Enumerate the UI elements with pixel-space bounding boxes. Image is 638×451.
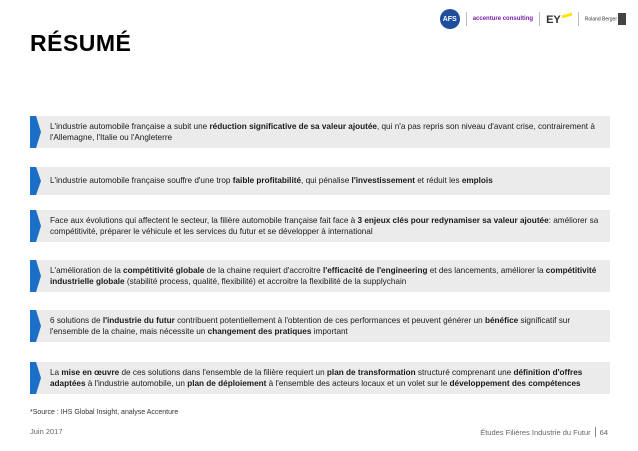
- footer: [480, 427, 608, 437]
- chevron-right-icon: [30, 167, 41, 195]
- emphasis-text: développement des compétences: [449, 379, 581, 388]
- emphasis-text: mise en œuvre: [61, 367, 120, 377]
- chevron-right-icon: [30, 116, 41, 148]
- summary-card: [30, 210, 610, 242]
- body-text: de ces solutions dans l'ensemble de la filière requiert un: [119, 367, 327, 377]
- summary-card: [30, 167, 610, 195]
- summary-card: [30, 362, 610, 394]
- summary-card: [30, 310, 610, 342]
- body-text: contribuent potentiellement à l'obtention de ces performances et peuvent générer un: [174, 315, 485, 325]
- chevron-right-icon: [30, 210, 41, 242]
- ey-logo-text: EY: [546, 13, 561, 26]
- body-text: et des lancements, améliorer la: [427, 265, 546, 275]
- body-text: La: [50, 367, 62, 377]
- summary-card: [30, 260, 610, 292]
- emphasis-text: l'industrie du futur: [102, 315, 175, 325]
- emphasis-text: réduction significative de sa valeur ajoutée: [209, 121, 377, 131]
- emphasis-text: définition d'offres adaptées: [50, 367, 583, 388]
- emphasis-text: l'efficacité de l'engineering: [323, 265, 428, 275]
- footer-doc-title: Études Filières Industrie du Futur: [480, 427, 591, 437]
- emphasis-text: l'investissement: [351, 176, 415, 186]
- emphasis-text: plan de transformation: [326, 367, 416, 377]
- ey-logo: [546, 14, 572, 25]
- summary-text: [50, 265, 604, 288]
- body-text: Face aux évolutions qui affectent le secteur, la filière automobile française fait face à: [50, 215, 358, 225]
- accenture-logo: accenture consulting: [472, 16, 534, 22]
- roland-berger-logo: [585, 13, 626, 25]
- emphasis-text: emplois: [461, 176, 493, 186]
- body-text: et réduit les: [414, 176, 462, 186]
- footer-divider: [595, 427, 596, 437]
- summary-text: [50, 315, 604, 338]
- body-text: , qui pénalise: [301, 176, 352, 186]
- body-text: : améliorer sa compétitivité, préparer le véhicule et les services du futur et se développer à international: [50, 215, 599, 236]
- body-text: de la chaine requiert d'accroitre: [204, 265, 323, 275]
- summary-text: [50, 367, 604, 390]
- emphasis-text: compétitivité globale: [123, 265, 205, 275]
- summary-text: [50, 215, 604, 238]
- footer-date: Juin 2017: [30, 427, 63, 436]
- body-text: structuré comprenant une: [415, 367, 514, 377]
- body-text: L'industrie automobile française a subit une: [50, 121, 210, 131]
- logo-divider: [539, 12, 540, 26]
- chevron-right-icon: [30, 310, 41, 342]
- emphasis-text: plan de déploiement: [187, 379, 267, 388]
- body-text: (stabilité process, qualité, flexibilité) et accroitre la flexibilité de la supplychain: [124, 277, 407, 286]
- body-text: 6 solutions de: [50, 315, 103, 325]
- page-title: RÉSUMÉ: [30, 30, 132, 56]
- chevron-right-icon: [30, 260, 41, 292]
- logo-divider: [578, 12, 579, 26]
- body-text: significatif sur l'ensemble de la chaine, mais nécessite un: [50, 315, 571, 336]
- roland-berger-mark-icon: [618, 13, 626, 25]
- ey-beam-icon: [562, 12, 572, 18]
- partner-logos: [440, 8, 626, 30]
- afs-logo: AFS: [440, 9, 460, 29]
- body-text: L'industrie automobile française souffre d'une trop: [50, 176, 233, 186]
- summary-text: [50, 121, 604, 144]
- emphasis-text: compétitivité industrielle globale: [50, 265, 597, 286]
- body-text: à l'industrie automobile, un: [85, 379, 188, 388]
- emphasis-text: changement des pratiques: [207, 327, 312, 336]
- page-number: 64: [599, 427, 608, 437]
- summary-card: [30, 116, 610, 148]
- emphasis-text: 3 enjeux clés pour redynamiser sa valeur ajoutée: [357, 215, 549, 225]
- body-text: , qui n'a pas repris son niveau d'avant crise, contrairement à l'Allemagne, l'Italie ou l'Angleterre: [50, 121, 595, 142]
- source-note: *Source : IHS Global Insight, analyse Accenture: [30, 409, 179, 416]
- body-text: important: [311, 327, 348, 336]
- roland-berger-logo-text: Roland Berger: [584, 16, 617, 23]
- chevron-right-icon: [30, 362, 41, 394]
- summary-text: [50, 175, 493, 187]
- emphasis-text: faible profitabilité: [232, 176, 302, 186]
- emphasis-text: bénéfice: [484, 315, 519, 325]
- body-text: L'amélioration de la: [50, 265, 124, 275]
- logo-divider: [466, 12, 467, 26]
- body-text: à l'ensemble des acteurs locaux et un volet sur le: [266, 379, 450, 388]
